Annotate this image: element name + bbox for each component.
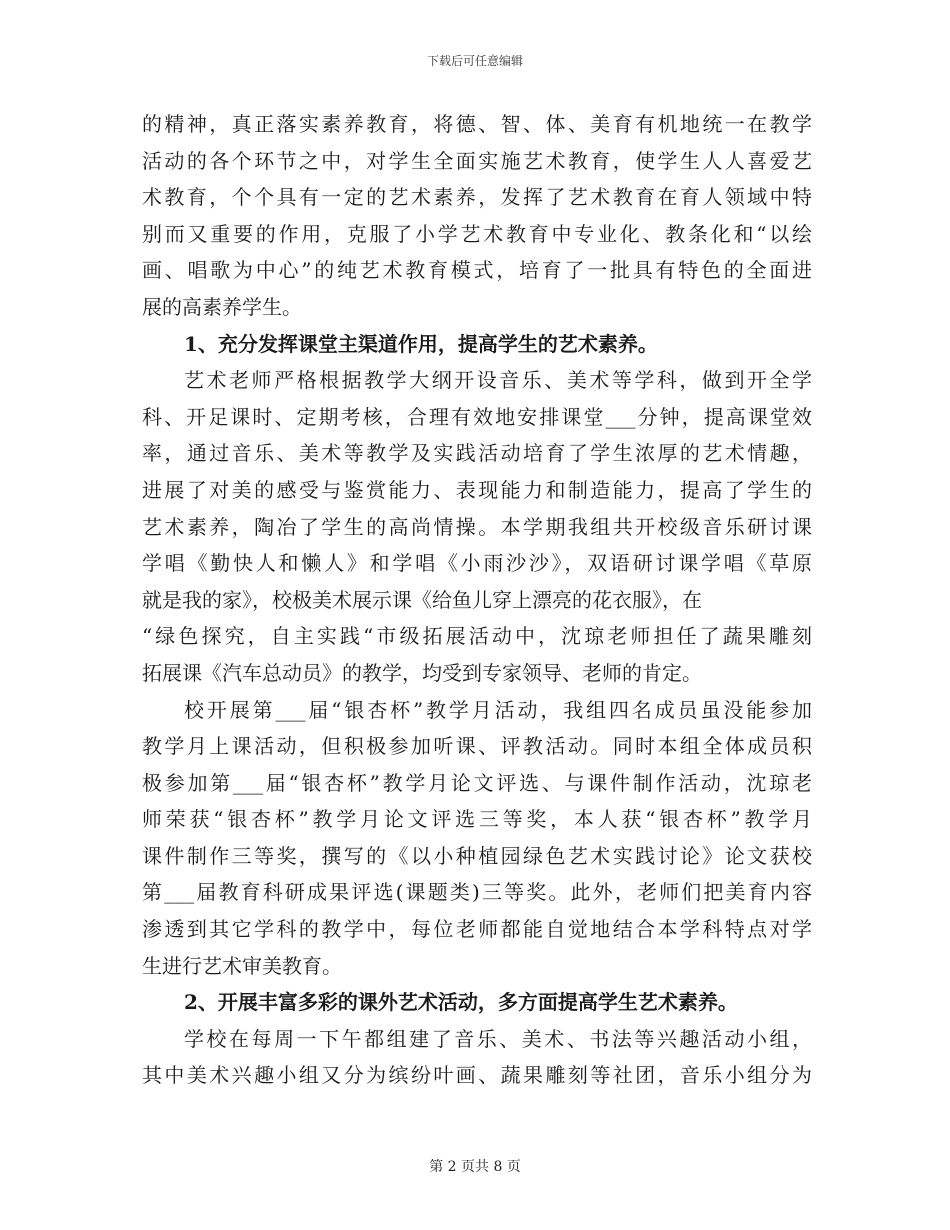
text-line: 学唱《勤快人和懒人》和学唱《小雨沙沙》，双语研讨课学唱《草原: [142, 551, 812, 576]
text-line: 拓展课《汽车总动员》的教学，均受到专家领导、老师的肯定。: [142, 660, 702, 685]
text-line: 极参加第___届“银杏杯”教学月论文评选、与课件制作活动，沈琼老: [142, 770, 812, 795]
document-body: [142, 106, 812, 1094]
section-heading: 2、开展丰富多彩的课外艺术活动，多方面提高学生艺术素养。: [184, 990, 738, 1015]
text-line: “绿色探究，自主实践“市级拓展活动中，沈琼老师担任了蔬果雕刻: [142, 624, 812, 649]
page-footer: 第 2 页共 8 页: [429, 1159, 521, 1175]
text-line: 活动的各个环节之中，对学生全面实施艺术教育，使学生人人喜爱艺: [142, 148, 812, 173]
text-line: 术教育，个个具有一定的艺术素养，发挥了艺术教育在育人领域中特: [142, 185, 812, 210]
text-line: 艺术老师严格根据教学大纲开设音乐、美术等学科，做到开全学: [184, 368, 812, 393]
text-line: 展的高素养学生。: [142, 294, 302, 319]
page-header: 下载后可任意编辑: [426, 54, 523, 68]
section-heading: 1、充分发挥课堂主渠道作用，提高学生的艺术素养。: [184, 331, 658, 356]
text-line: 进展了对美的感受与鉴赏能力、表现能力和制造能力，提高了学生的: [142, 477, 812, 502]
text-line: 艺术素养，陶冶了学生的高尚情操。本学期我组共开校级音乐研讨课: [142, 514, 812, 539]
text-line: 画、唱歌为中心”的纯艺术教育模式，培育了一批具有特色的全面进: [142, 258, 812, 283]
text-line: 学校在每周一下午都组建了音乐、美术、书法等兴趣活动小组，: [184, 1026, 812, 1051]
text-line: 就是我的家》，校极美术展示课《给鱼儿穿上漂亮的花衣服》，在: [142, 587, 702, 612]
text-line: 率，通过音乐、美术等教学及实践活动培育了学生浓厚的艺术情趣，: [142, 441, 812, 466]
text-line: 其中美术兴趣小组又分为缤纷叶画、蔬果雕刻等社团，音乐小组分为: [142, 1063, 812, 1088]
text-line: 校开展第___届“银杏杯”教学月活动，我组四名成员虽没能参加: [184, 697, 812, 722]
text-line: 的精神，真正落实素养教育，将德、智、体、美育有机地统一在教学: [142, 112, 812, 136]
text-line: 渗透到其它学科的教学中，每位老师都能自觉地结合本学科特点对学: [142, 917, 812, 942]
text-line: 科、开足课时、定期考核，合理有效地安排课堂___分钟，提高课堂效: [142, 404, 812, 429]
text-line: 课件制作三等奖，撰写的《以小种植园绿色艺术实践讨论》论文获校: [142, 843, 812, 868]
text-line: 生进行艺术审美教育。: [142, 953, 342, 978]
text-line: 师荣获“银杏杯”教学月论文评选三等奖，本人获“银杏杯”教学月: [142, 807, 812, 832]
text-line: 第___届教育科研成果评选(课题类)三等奖。此外，老师们把美育内容: [142, 880, 812, 905]
text-line: 别而又重要的作用，克服了小学艺术教育中专业化、教条化和“以绘: [142, 221, 812, 246]
text-line: 教学月上课活动，但积极参加听课、评教活动。同时本组全体成员积: [142, 734, 812, 759]
